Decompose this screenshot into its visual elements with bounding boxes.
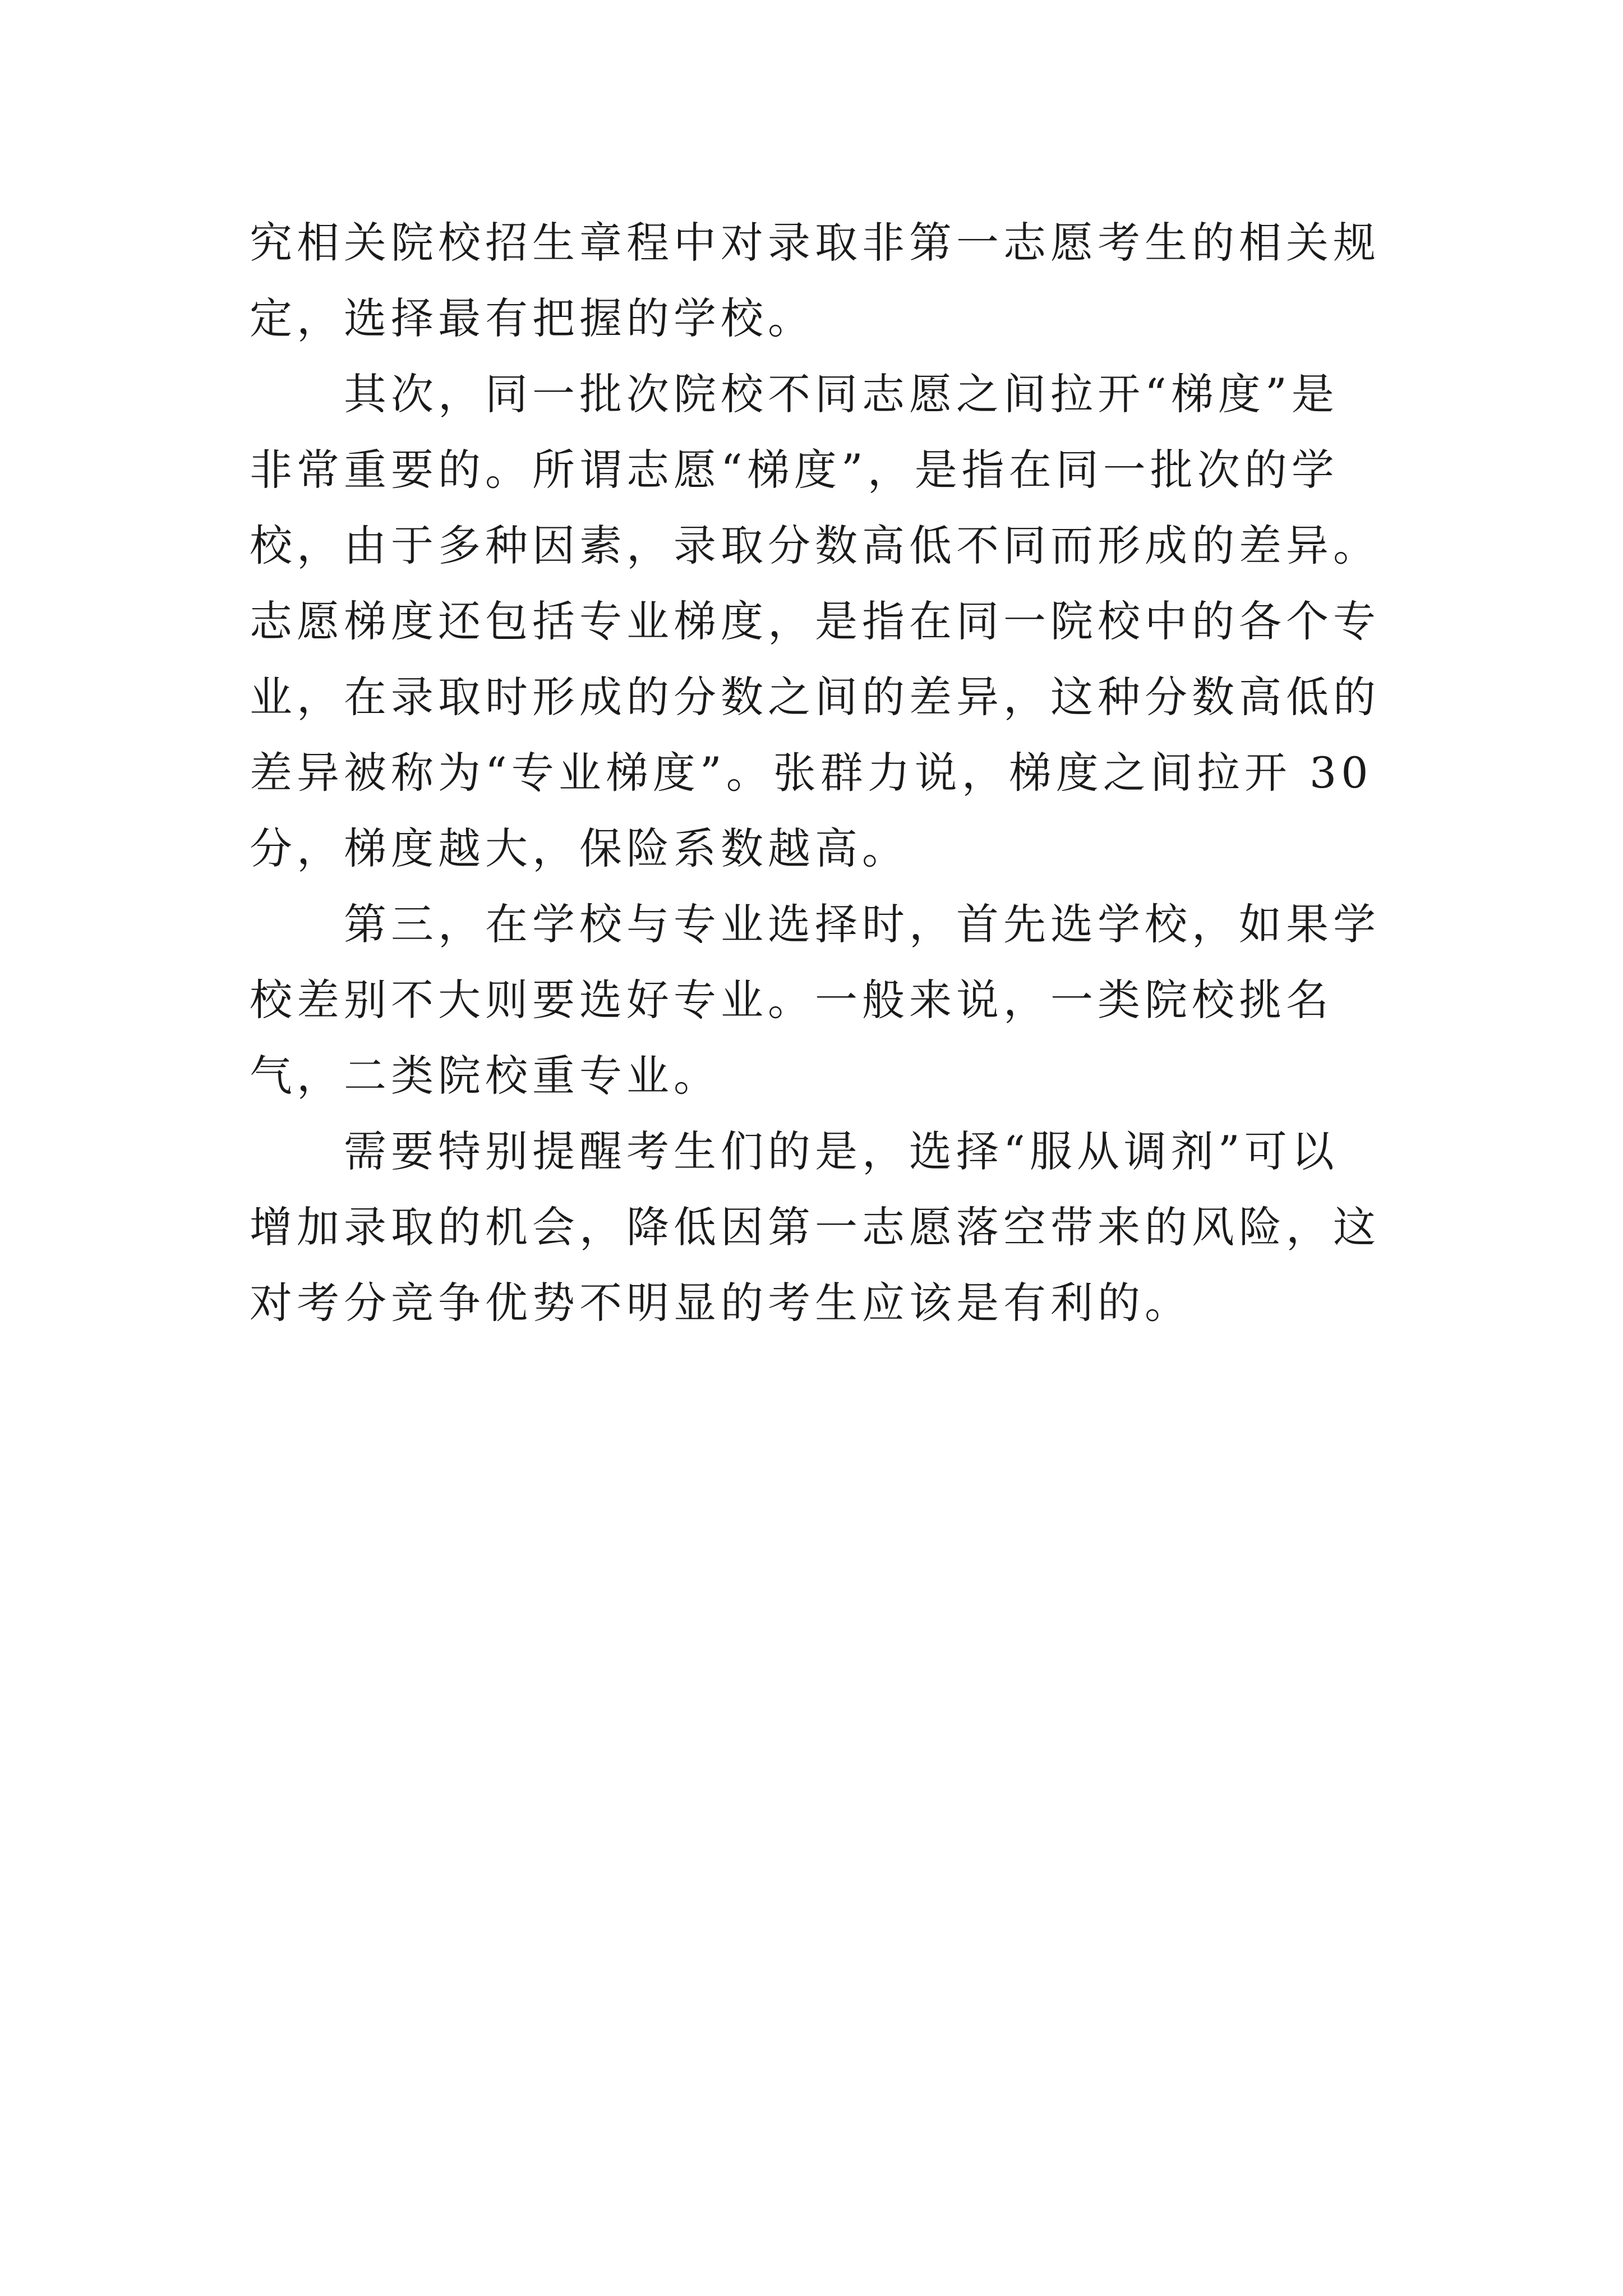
paragraph-school-vs-major: 第三，在学校与专业选择时，首先选学校，如果学校差别不大则要选好专业。一般来说，一类院校挑名气，二类院校重专业。: [250, 899, 1380, 1101]
document-body: [250, 205, 1385, 1341]
paragraph-continued: 究相关院校招生章程中对录取非第一志愿考生的相关规定，选择最有把握的学校。: [250, 218, 1380, 343]
paragraph-gradient: 其次，同一批次院校不同志愿之间拉开“梯度”是非常重要的。所谓志愿“梯度”，是指在同一批次的学校，由于多种因素，录取分数高低不同而形成的差异。志愿梯度还包括专业梯度，是指在同一院校中的各个专业，在录取时形成的分数之间的差异，这种分数高低的差异被称为“专业梯度”。张群力说，梯度之间拉开 30 分，梯度越大，保险系数越高。: [250, 369, 1380, 873]
paragraph-reminder: 需要特别提醒考生们的是，选择“服从调剂”可以增加录取的机会，降低因第一志愿落空带来的风险，这对考分竞争优势不明显的考生应该是有利的。: [250, 1126, 1380, 1328]
